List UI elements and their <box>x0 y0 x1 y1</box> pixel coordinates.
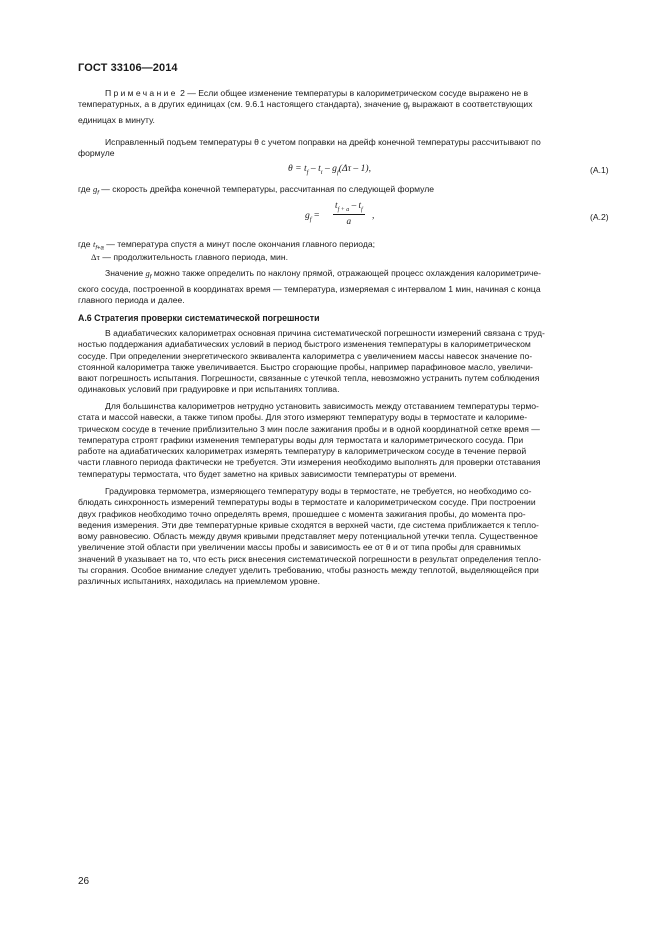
p3-line: Градуировка термометра, измеряющего температуру воды в термостате, не требуется, но необходимо со- <box>105 486 532 496</box>
intro-paragraph <box>78 137 583 160</box>
p3-line: ты сгорания. Особое внимание следует уделить требованию, чтобы разность между теплотой, выделяющейся при <box>78 565 539 576</box>
p2-line: температуры термостата, что будет заметно на кривых зависимости температуры от времени. <box>78 468 457 479</box>
p2-line: температура строят графики изменения температуры воды для термостата и калориметрического сосуда. При <box>78 434 524 445</box>
p1-line: ностью поддержания адиабатических условий в период быстрого изменения температуры в калориметрическом <box>78 339 531 350</box>
where-gf-line <box>78 184 434 197</box>
p2-line: стата и массой навески, а также типом пробы. Для этого измеряют температуру воды в термостате и калориме- <box>78 412 528 423</box>
fraction-numerator: $t_{f + a} - t_f$ <box>335 200 363 213</box>
p1-line: вают погрешность испытания. Погрешности, связанные с утечкой тепла, невозможно устранить путем соблюдения <box>78 373 540 384</box>
body-paragraph-3 <box>78 486 583 588</box>
note-line-3: единицах в минуту. <box>78 115 155 126</box>
note-line-2: температурных, а в других единицах (см. 9.6.1 настоящего стандарта), значение $g_f$ выражают в соответствующих <box>78 99 533 113</box>
fraction-denominator: a <box>346 215 352 226</box>
definition-tfa: где $t_{f+a}$ — температура спустя a минут после окончания главного периода; <box>78 239 376 252</box>
p1-line: одинаковых условий при градуировке и при испытаниях топлива. <box>78 384 340 395</box>
equation-number-a1: (А.1) <box>590 165 609 175</box>
p3-line: двух графиков необходимо точно определять время, прошедшее с момента зажигания пробы, до момента про- <box>78 508 526 519</box>
p3-line: увеличение этой области при увеличении массы пробы и зависимость ее от θ и от типа пробы для сравнимых <box>78 542 521 553</box>
p1-line: сосуде. При определении энергетического эквивалента калориметра с увеличением массы навесок значение по- <box>78 350 533 361</box>
formula-a2-comma: , <box>372 210 375 221</box>
formula-a2-fraction <box>333 200 365 226</box>
where-gf-text: где $g_f$ — скорость дрейфа конечной температуры, рассчитанная по следующей формуле <box>78 184 435 197</box>
p3-line: вому равновесию. Область между двумя кривыми представляет меру потенциальной утечки тепла. Существенное <box>78 531 538 542</box>
p3-line: ведения измерения. Эти две температурные кривые сходятся в верхней части, где система приближается к тепло- <box>78 519 539 530</box>
gf-slope-line-2: ского сосуда, построенной в координатах время — температура, измеряемая с интервалом 1 мин, начиная с конца <box>78 284 541 295</box>
p2-line: трическом сосуде в течение приблизительно 3 мин после зажигания пробы и в одной координатной сетке время — <box>78 423 540 434</box>
p3-line: различных испытаниях, находилась на приемлемом уровне. <box>78 576 320 587</box>
document-code-header: ГОСТ 33106—2014 <box>78 62 178 74</box>
note-paragraph <box>78 88 583 127</box>
gf-slope-paragraph <box>78 268 583 307</box>
p1-line: стоянной калориметра также увеличивается. Быстро сгорающие пробы, например парафиновое масло, увеличи- <box>78 361 533 372</box>
formula-a1: $\theta = t_f - t_i - g_f(\Delta\tau - 1)$, <box>288 163 371 176</box>
section-heading-a6: А.6 Стратегия проверки систематической погрешности <box>78 313 320 323</box>
gf-slope-line-1: Значение $g_f$ можно также определить по наклону прямой, отражающей процесс охлаждения калориметриче- <box>105 268 542 281</box>
note-line-1: Примечание 2 — Если общее изменение температуры в калориметрическом сосуде выражено не в <box>105 88 529 98</box>
p2-line: Для большинства калориметров нетрудно установить зависимость между отставанием температуры термо- <box>105 401 539 411</box>
note-lead: Примечание <box>105 88 178 98</box>
body-paragraph-2 <box>78 401 583 480</box>
p2-line: работе на адиабатических калориметрах измерять температуру в калориметрическом сосуде в течение первой <box>78 446 527 457</box>
body-paragraph-1 <box>78 328 583 396</box>
definition-dtau: Δτ — продолжительность главного периода, мин. <box>91 252 288 262</box>
p3-line: значений θ указывает на то, что есть риск внесения систематической погрешности в результат определения тепло- <box>78 553 542 564</box>
page-number: 26 <box>78 876 90 887</box>
formula-a2-lhs: $g_f$ = <box>305 210 320 223</box>
intro-line-2: формуле <box>78 148 115 159</box>
intro-line-1: Исправленный подъем температуры θ с учетом поправки на дрейф конечной температуры рассчитывают по <box>105 137 541 147</box>
p1-line: В адиабатических калориметрах основная причина систематической погрешности измерений связана с труд- <box>105 328 545 338</box>
p2-line: части главного периода фактически не требуется. Эти измерения необходимо выполнять для проверки отставания <box>78 457 541 468</box>
gf-slope-line-3: главного периода и далее. <box>78 295 185 306</box>
p3-line: блюдать синхронность измерений температуры воды в термостате и калориметрическом сосуде. При построении <box>78 497 536 508</box>
equation-number-a2: (А.2) <box>590 212 609 222</box>
